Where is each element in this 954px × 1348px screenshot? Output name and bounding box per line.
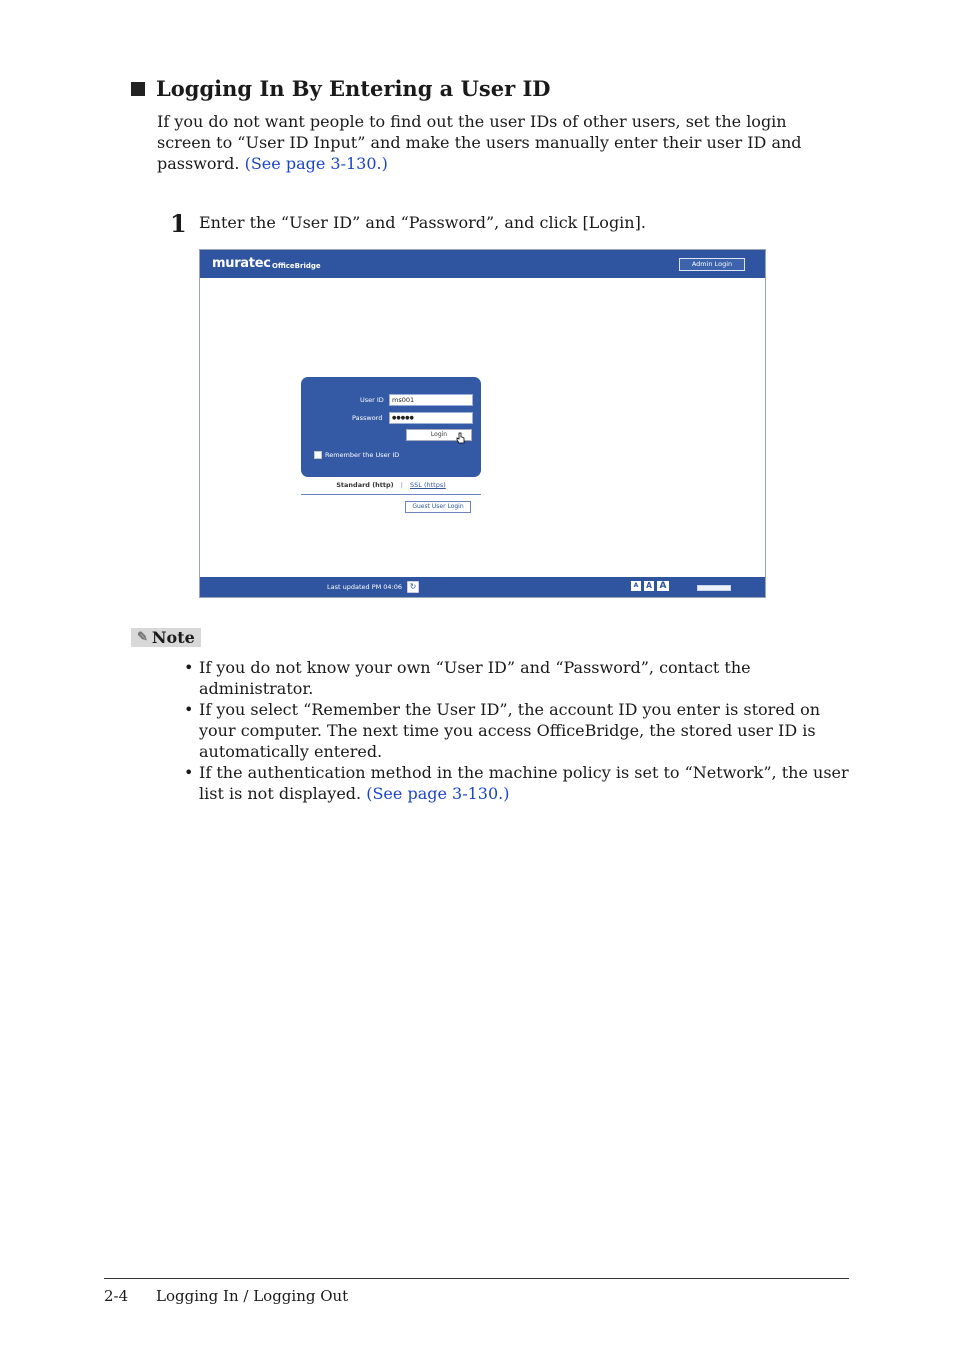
- section-heading: [131, 76, 551, 101]
- remember-user-id-checkbox[interactable]: [314, 451, 322, 459]
- square-bullet-icon: [131, 82, 145, 96]
- admin-login-button[interactable]: Admin Login: [679, 258, 745, 271]
- last-updated-text: Last updated PM 04:06: [327, 583, 403, 591]
- login-screenshot: [199, 249, 766, 598]
- step-number: 1: [170, 209, 187, 238]
- protocol-separator: |: [400, 481, 403, 489]
- password-input[interactable]: ●●●●●: [389, 412, 473, 424]
- pencil-icon: ✎: [137, 630, 148, 645]
- intro-paragraph: [157, 111, 837, 174]
- protocol-ssl-link[interactable]: SSL (https): [410, 481, 446, 489]
- protocol-standard-link[interactable]: Standard (http): [336, 481, 394, 489]
- hand-cursor-icon: [456, 432, 465, 444]
- font-size-small-button[interactable]: A: [631, 581, 641, 591]
- step-instruction: Enter the “User ID” and “Password”, and click [Login].: [199, 213, 646, 232]
- login-button[interactable]: Login: [406, 429, 472, 441]
- font-size-large-button[interactable]: A: [657, 581, 669, 591]
- screenshot-header-bar: [200, 250, 765, 278]
- password-label: Password: [352, 414, 383, 422]
- note-item: • If the authentication method in the machine policy is set to “Network”, the user list is not displayed. (See page 3-130.): [184, 762, 854, 804]
- screenshot-footer-bar: [200, 577, 765, 597]
- font-size-medium-button[interactable]: A: [644, 581, 654, 591]
- login-panel: [301, 377, 481, 477]
- note-item: • If you do not know your own “User ID” and “Password”, contact the administrator.: [184, 657, 854, 699]
- footer-section-title: Logging In / Logging Out: [156, 1287, 349, 1305]
- protocol-selector: [301, 481, 481, 489]
- intro-text: If you do not want people to find out the user IDs of other users, set the login screen to “User ID Input” and make the users manually enter their user ID and password.: [157, 112, 802, 173]
- note-item: • If you select “Remember the User ID”, the account ID you enter is stored on your computer. The next time you access OfficeBridge, the stored user ID is automatically entered.: [184, 699, 854, 762]
- note-badge: [131, 628, 201, 647]
- intro-see-page-link[interactable]: (See page 3-130.): [244, 154, 388, 173]
- note-see-page-link[interactable]: (See page 3-130.): [366, 784, 510, 803]
- user-id-label: User ID: [360, 396, 384, 404]
- muratec-logo: muratec: [212, 256, 271, 271]
- heading-text: Logging In By Entering a User ID: [156, 76, 551, 101]
- note-label: Note: [151, 628, 195, 647]
- protocol-divider: [301, 494, 481, 495]
- note-list: [184, 657, 854, 804]
- officebridge-logo: OfficeBridge: [272, 262, 321, 270]
- refresh-icon[interactable]: ↻: [407, 581, 419, 593]
- guest-user-login-button[interactable]: Guest User Login: [405, 501, 471, 513]
- footer-page-number: 2-4: [104, 1287, 129, 1305]
- slider-control[interactable]: [697, 585, 731, 591]
- user-id-input[interactable]: ms001: [389, 394, 473, 406]
- footer-rule: [104, 1278, 849, 1279]
- remember-user-id-label: Remember the User ID: [325, 451, 400, 459]
